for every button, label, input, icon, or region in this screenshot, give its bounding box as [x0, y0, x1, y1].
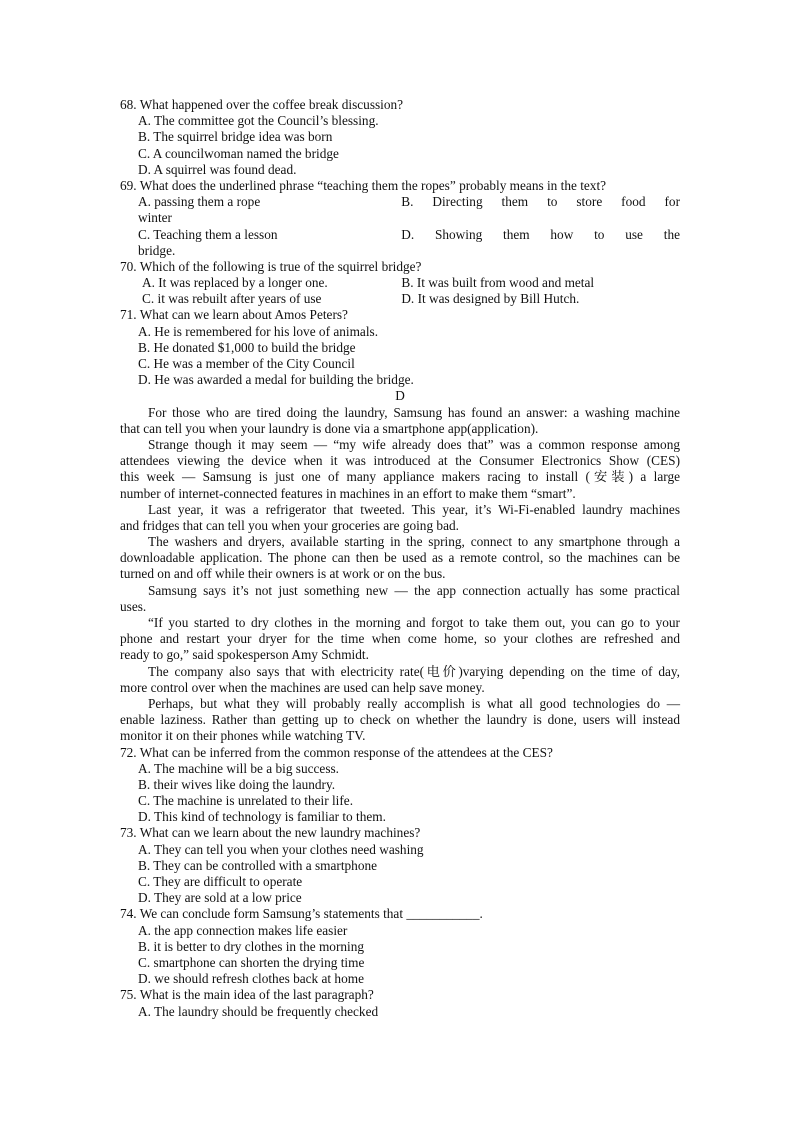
option-a: A. It was replaced by a longer one. [142, 275, 328, 291]
paragraph-line: phone and restart your dryer for the time when come home, so your clothes are refreshed and [120, 631, 680, 647]
paragraph-line: number of internet-connected features in machines in an effort to make them “smart”. [120, 485, 576, 501]
paragraph-7 [120, 664, 680, 696]
paragraph-line: turned on and off while their owners is at work or on the bus. [120, 566, 446, 582]
paragraph-line: attendees viewing the device when it was introduced at the Consumer Electronics Show (CES) [120, 453, 680, 469]
option-d: D. It was designed by Bill Hutch. [401, 291, 580, 307]
option-c: C. A councilwoman named the bridge [138, 145, 339, 161]
option-a: A. He is remembered for his love of animals. [138, 323, 379, 339]
option-d-continued: bridge. [138, 242, 176, 258]
paragraph-line: uses. [120, 598, 147, 614]
options-row-ab [120, 275, 680, 291]
option-a: A. The laundry should be frequently checked [138, 1003, 379, 1019]
paragraph-line: Samsung says it’s not just something new — the app connection actually has some practical [148, 582, 680, 598]
paragraph-3 [120, 502, 680, 534]
paragraph-2 [120, 437, 680, 502]
paragraph-line: Last year, it was a refrigerator that tweeted. This year, it’s Wi-Fi-enabled laundry machines [148, 501, 680, 517]
question-stem: 75. What is the main idea of the last paragraph? [120, 987, 374, 1003]
option-d: D. He was awarded a medal for building the bridge. [138, 372, 414, 388]
paragraph-line: For those who are tired doing the laundry, Samsung has found an answer: a washing machine [148, 404, 680, 420]
option-d: D. Showing them how to use the [401, 226, 680, 242]
paragraph-8 [120, 696, 680, 745]
option-c: C. The machine is unrelated to their life. [138, 793, 354, 809]
option-b-continued: winter [138, 210, 172, 226]
paragraph-line: Perhaps, but what they will probably really accomplish is what all good technologies do — [148, 695, 680, 711]
passage-d [120, 405, 680, 745]
section-heading-d: D [395, 388, 405, 404]
option-b: B. Directing them to store food for [401, 194, 680, 210]
question-stem: 73. What can we learn about the new laundry machines? [120, 825, 421, 841]
option-d: D. we should refresh clothes back at home [138, 971, 364, 987]
option-a: A. They can tell you when your clothes need washing [138, 841, 424, 857]
question-stem: 68. What happened over the coffee break discussion? [120, 97, 404, 112]
option-b: B. it is better to dry clothes in the morning [138, 938, 365, 954]
question-71 [120, 307, 680, 388]
paragraph-line: more control over when the machines are used can help save money. [120, 679, 485, 695]
option-b: B. They can be controlled with a smartphone [138, 857, 378, 873]
paragraph-line: monitor it on their phones while watching TV. [120, 728, 366, 744]
paragraph-line: “If you started to dry clothes in the morning and forgot to take them out, you can go to your [148, 615, 680, 630]
exam-page [120, 97, 680, 1020]
option-c: C. They are difficult to operate [138, 874, 303, 889]
options-row-cd [120, 227, 680, 243]
question-73 [120, 825, 680, 906]
option-d: D. This kind of technology is familiar to them. [138, 809, 386, 825]
option-d: D. A squirrel was found dead. [138, 161, 297, 177]
option-c: C. smartphone can shorten the drying time [138, 954, 365, 970]
option-b: B. He donated $1,000 to build the bridge [138, 339, 356, 355]
paragraph-line: that can tell you when your laundry is done via a smartphone app(application). [120, 420, 539, 436]
paragraph-line: Strange though it may seem — “my wife already does that” was a common response among [148, 436, 680, 452]
option-c: C. Teaching them a lesson [138, 226, 278, 242]
question-stem: 71. What can we learn about Amos Peters? [120, 307, 348, 323]
paragraph-line: ready to go,” said spokesperson Amy Schmidt. [120, 647, 369, 663]
paragraph-line: and fridges that can tell you when your groceries are going bad. [120, 517, 459, 533]
question-68 [120, 97, 680, 178]
question-75 [120, 987, 680, 1019]
option-c: C. He was a member of the City Council [138, 356, 355, 371]
paragraph-4 [120, 534, 680, 583]
question-stem: 72. What can be inferred from the common response of the attendees at the CES? [120, 744, 553, 760]
paragraph-5 [120, 583, 680, 615]
paragraph-1 [120, 405, 680, 437]
option-b: B. The squirrel bridge idea was born [138, 129, 333, 145]
question-stem: 74. We can conclude form Samsung’s statements that ___________. [120, 906, 483, 922]
paragraph-6 [120, 615, 680, 664]
question-stem: 69. What does the underlined phrase “teaching them the ropes” probably means in the text? [120, 177, 607, 193]
option-b: B. their wives like doing the laundry. [138, 776, 336, 792]
paragraph-line: enable laziness. Rather than getting up to check on whether the laundry is done, users will instead [120, 712, 680, 728]
option-a: A. The committee got the Council’s blessing. [138, 113, 379, 129]
option-a: A. The machine will be a big success. [138, 760, 339, 776]
option-c: C. it was rebuilt after years of use [142, 291, 322, 307]
question-72 [120, 745, 680, 826]
question-74 [120, 906, 680, 987]
option-a: A. passing them a rope [138, 194, 261, 210]
options-row-cd [120, 291, 680, 307]
paragraph-line: downloadable application. The phone can then be used as a remote control, so the machines can be [120, 550, 680, 566]
paragraph-line: The company also says that with electricity rate(电价)varying depending on the time of day, [148, 663, 680, 679]
option-d: D. They are sold at a low price [138, 890, 302, 906]
paragraph-line: The washers and dryers, available starting in the spring, connect to any smartphone through a [148, 534, 680, 550]
question-69 [120, 178, 680, 259]
option-a: A. the app connection makes life easier [138, 922, 348, 938]
option-b: B. It was built from wood and metal [401, 275, 595, 291]
paragraph-line: this week — Samsung is just one of many appliance makers racing to install (安装) a large [120, 469, 680, 485]
question-70 [120, 259, 680, 308]
options-row-ab [120, 194, 680, 210]
question-stem: 70. Which of the following is true of the squirrel bridge? [120, 258, 422, 274]
